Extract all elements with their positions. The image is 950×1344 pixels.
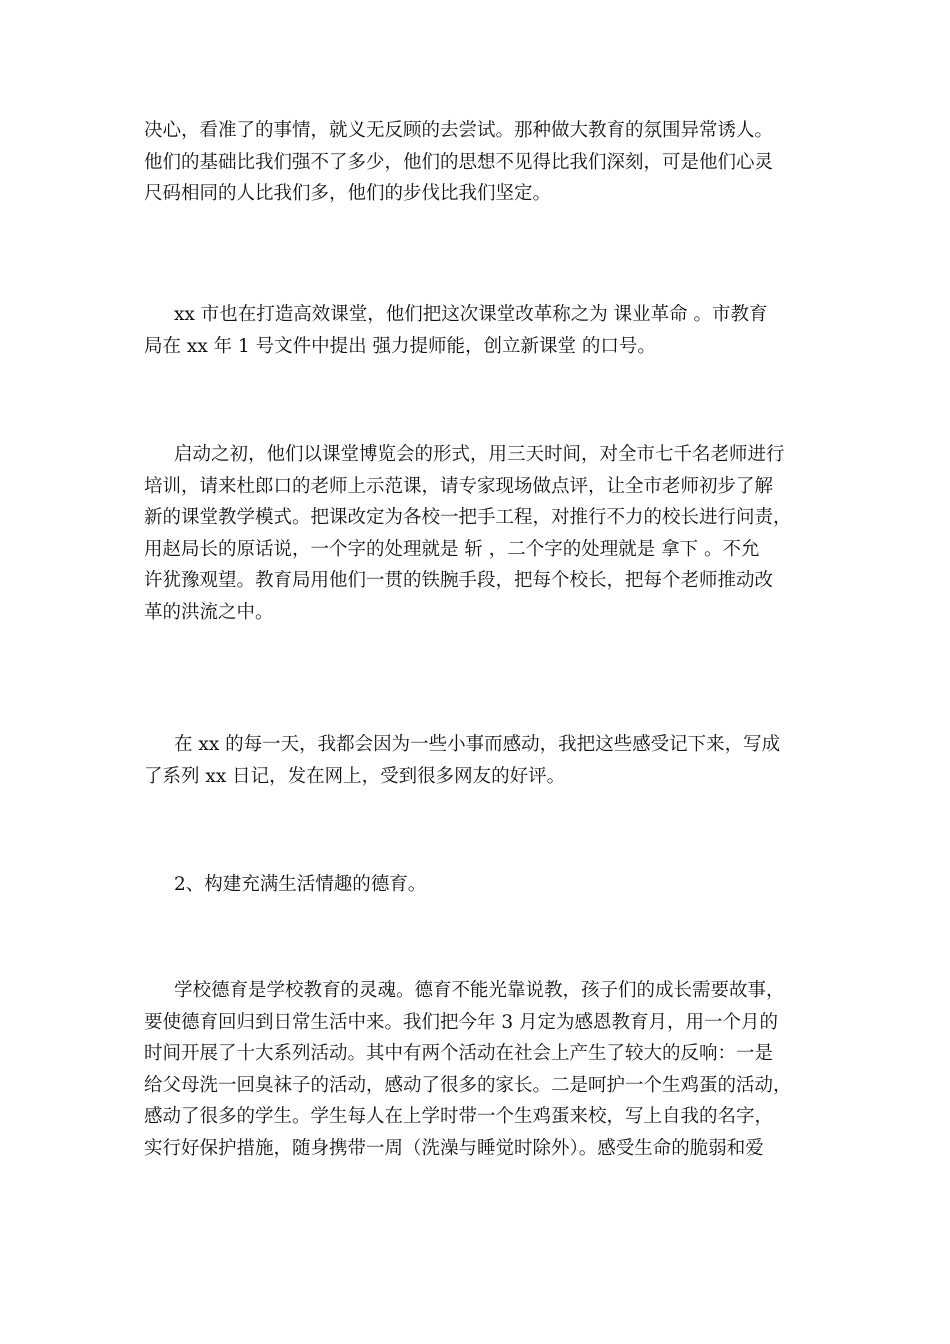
text-line: 尺码相同的人比我们多，他们的步伐比我们坚定。 (144, 183, 552, 205)
section-heading (144, 869, 806, 901)
text-line: 时间开展了十大系列活动。其中有两个活动在社会上产生了较大的反响：一是 (144, 1043, 774, 1065)
text-line: 学校德育是学校教育的灵魂。德育不能光靠说教，孩子们的成长需要故事， (174, 980, 785, 1001)
paragraph-2 (144, 299, 806, 362)
text-line: 在 xx 的每一天，我都会因为一些小事而感动，我把这些感受记下来，写成 (174, 734, 781, 755)
text-line: 感动了很多的学生。学生每人在上学时带一个生鸡蛋来校，写上自我的名字， (144, 1106, 774, 1128)
text-line: 2、构建充满生活情趣的德育。 (174, 874, 427, 895)
paragraph-1 (144, 115, 806, 210)
paragraph-4 (144, 729, 806, 792)
text-line: 实行好保护措施，随身携带一周（洗澡与睡觉时除外）。感受生命的脆弱和爱 (144, 1137, 764, 1159)
text-line: 用赵局长的原话说，一个字的处理就是 斩 ，二个字的处理就是 拿下 。不允 (144, 538, 760, 560)
text-line: 许犹豫观望。教育局用他们一贯的铁腕手段，把每个校长，把每个老师推动改 (144, 570, 774, 592)
text-line: 了系列 xx 日记，发在网上，受到很多网友的好评。 (144, 765, 566, 787)
text-line: 要使德育回归到日常生活中来。我们把今年 3 月定为感恩教育月，用一个月的 (144, 1011, 779, 1033)
paragraph-5 (144, 975, 806, 1165)
text-line: 给父母洗一回臭袜子的活动，感动了很多的家长。二是呵护一个生鸡蛋的活动， (144, 1074, 792, 1096)
text-line: 他们的基础比我们强不了多少，他们的思想不见得比我们深刻，可是他们心灵 (144, 151, 774, 173)
text-line: 启动之初，他们以课堂博览会的形式，用三天时间，对全市七千名老师进行 (174, 444, 785, 465)
text-line: 革的洪流之中。 (144, 601, 274, 623)
text-line: 局在 xx 年 1 号文件中提出 强力提师能，创立新课堂 的口号。 (144, 335, 656, 357)
text-line: xx 市也在打造高效课堂，他们把这次课堂改革称之为 课业革命 。市教育 (174, 304, 768, 325)
text-line: 培训，请来杜郎口的老师上示范课，请专家现场做点评，让全市老师初步了解 (144, 475, 774, 497)
text-line: 决心，看准了的事情，就义无反顾的去尝试。那种做大教育的氛围异常诱人。 (144, 120, 774, 141)
paragraph-3 (144, 439, 806, 629)
text-line: 新的课堂教学模式。把课改定为各校一把手工程，对推行不力的校长进行问责， (144, 507, 792, 529)
